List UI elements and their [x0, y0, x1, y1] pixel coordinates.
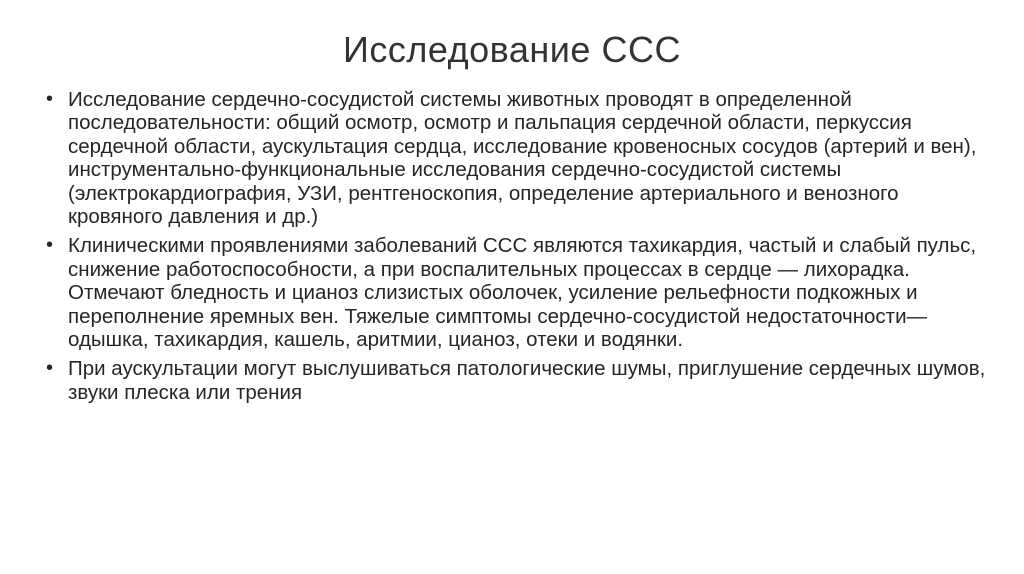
slide-title: Исследование ССС	[343, 29, 681, 70]
bullet-marker: •	[46, 88, 54, 110]
bullet-text: При аускультации могут выслушиваться патологические шумы, приглушение сердечных шумов, звуки плеска или трения	[68, 357, 986, 404]
bullet-list	[46, 88, 986, 410]
bullet-text: Клиническими проявлениями заболеваний ССС являются тахикардия, частый и слабый пульс, снижение работоспособности, а при воспалительных процессах в сердце — лихорадка. Отмечают бледность и цианоз слизистых оболочек, усиление рельефности подкожных и переполнение яремных вен. Тяжелые симптомы сердечно-сосудистой недостаточности— одышка, тахикардия, кашель, аритмии, цианоз, отеки и водянки.	[68, 234, 977, 352]
bullet-item-2	[46, 234, 986, 351]
bullet-marker: •	[46, 234, 54, 257]
bullet-item-3	[46, 357, 986, 404]
bullet-item-1	[46, 88, 986, 228]
bullet-marker: •	[46, 357, 54, 380]
bullet-text: Исследование сердечно-сосудистой системы животных проводят в определенной последовательности: общий осмотр, осмотр и пальпация сердечной области, перкуссия сердечной области, аускультация сердца, исследование кровеносных сосудов (артерий и вен), инструментально-функциональные исследования сердечно-сосудистой системы (электрокардиография, УЗИ, рентгеноскопия, определение артериального и венозного кровяного давления и др.)	[68, 88, 977, 229]
